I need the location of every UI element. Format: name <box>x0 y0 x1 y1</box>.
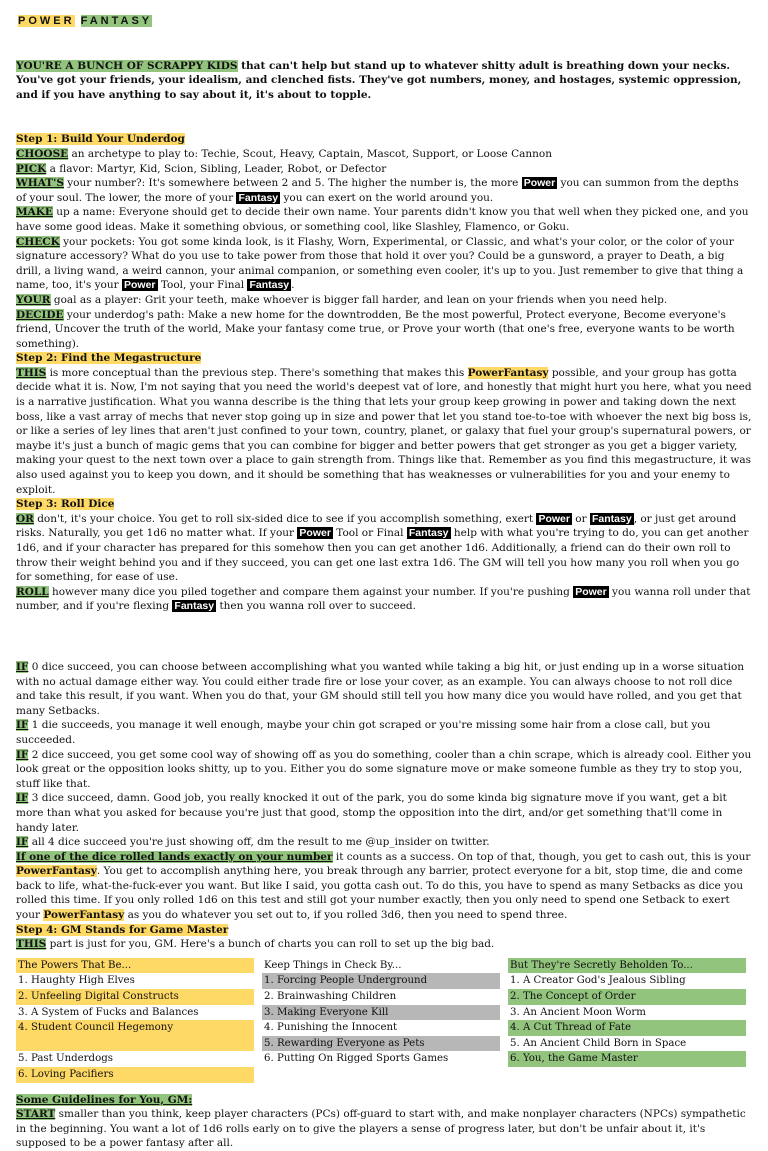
fantasy-tag: Fantasy <box>408 527 449 540</box>
step4-heading: Step 4: GM Stands for Game Master <box>16 923 229 936</box>
table-row: 2. Unfeeling Digital Constructs <box>16 989 254 1005</box>
step1-heading: Step 1: Build Your Underdog <box>16 133 185 146</box>
step1-your: YOUR goal as a player: Grit your teeth, make whoever is bigger fall harder, and lean on your friends when you need help. <box>16 293 668 306</box>
table-row: 4. Student Council Hegemony <box>16 1020 254 1036</box>
step1-pick: PICK a flavor: Martyr, Kid, Scion, Sibling, Leader, Robot, or Defector <box>16 162 387 175</box>
table-row: 6. Putting On Rigged Sports Games <box>264 1053 449 1065</box>
step3-or: OR don't, it's your choice. You get to roll six-sided dice to see if you accomplish something, exert Power or Fantasy , or just get around risks. Naturally, you get 1d6 no matter what. If your Power Tool or Final Fantasy help with what you're trying to do, you can get another 1d6, and if your character has prepared for this somehow then you can get another 1d6. Additionally, a friend can do their own roll to throw their weight behind you and if they succeed, you can get one last extra 1d6. The GM will tell you how many you roll when you go for something, for ease of use. <box>16 512 749 584</box>
step1-section <box>16 132 752 351</box>
title-word-power: POWER <box>18 15 75 27</box>
table-row: 6. You, the Game Master <box>508 1051 746 1067</box>
outcome-zero: IF 0 dice succeed, you can choose between accomplishing what you wanted while taking a big hit, or just ending up in a worse situation with no actual damage either way. You could either trade fire or lose your cover, as an example. You can always choose to not roll dice and take this result, if you want. When you do that, your GM should still tell you how many dice you would have rolled, and you get that many Setbacks. <box>16 660 745 717</box>
power-tag: Power <box>523 177 556 190</box>
table-header: The Powers That Be... <box>16 958 254 974</box>
step2-heading: Step 2: Find the Megastructure <box>16 352 202 365</box>
table-row: 3. An Ancient Moon Worm <box>510 1006 646 1018</box>
intro-paragraph: YOU'RE A BUNCH OF SCRAPPY KIDS that can't help but stand up to whatever shitty adult is breathing down your necks. You've got your friends, your idealism, and clenched fists. They've got numbers, money, and hostages, systemic oppression, and if you have anything to say about it, it's about to topple. <box>16 59 742 101</box>
step3-roll: ROLL however many dice you piled together and compare them against your number. If you're pushing Power you wanna roll under that number, and if you're flexing Fantasy then you wanna roll over to succeed. <box>16 585 751 613</box>
power-tag: Power <box>123 279 156 292</box>
table-row: 4. Punishing the Innocent <box>264 1022 398 1034</box>
table-header: Keep Things in Check By... <box>264 959 402 971</box>
intro-highlight: YOU'RE A BUNCH OF SCRAPPY KIDS <box>16 59 238 72</box>
step1-whats: WHAT'S your number?: It's somewhere between 2 and 5. The higher the number is, the more Power you can summon from the depths of your soul. The lower, the more of your Fantasy you can exert on the world around you. <box>16 177 739 204</box>
table-row: 1. A Creator God's Jealous Sibling <box>510 975 686 987</box>
fantasy-tag: Fantasy <box>174 600 215 613</box>
table-row: 5. Rewarding Everyone as Pets <box>262 1036 500 1052</box>
power-tag: Power <box>299 527 331 540</box>
table-row: 3. Making Everyone Kill <box>262 1005 500 1021</box>
outcome-exact: If one of the dice rolled lands exactly on your number it counts as a success. On top of that, though, you get to cash out, this is your PowerFantasy. You get to accomplish anything here, you break through any barrier, protect everyone for a bit, stop time, die and come back to life, what-the-fuck-ever you want. But like I said, you gotta cash out. To do this, you have to spend as many Setbacks as dice you rolled this time. If you only rolled 1d6 on this test and still got your number exactly, then you only need to spend one Setback to exert your PowerFantasy as you do whatever you set out to, if you rolled 3d6, then you need to spend three. <box>16 850 751 922</box>
step1-choose: CHOOSE an archetype to play to: Techie, Scout, Heavy, Captain, Mascot, Support, or Loose Cannon <box>16 147 553 160</box>
fantasy-tag: Fantasy <box>592 512 632 525</box>
table-row: 2. The Concept of Order <box>508 989 746 1005</box>
title-word-fantasy: FANTASY <box>80 15 153 27</box>
table-row-blank <box>16 1036 254 1052</box>
power-tag: Power <box>538 512 570 525</box>
table-row: 3. A System of Fucks and Balances <box>18 1006 199 1018</box>
table-row: 6. Loving Pacifiers <box>16 1067 254 1083</box>
guidelines-start: START smaller than you think, keep player characters (PCs) off-guard to start with, and make nonplayer characters (NPCs) sympathetic in the beginning. You want a lot of 1d6 rolls early on to give the players a sense of progress later, but don't be unfair about it, it's supposed to be a power fantasy after all. <box>16 1108 746 1150</box>
table-row: 4. A Cut Thread of Fate <box>508 1020 746 1036</box>
table-powers-that-be <box>16 958 254 1083</box>
step1-make: MAKE up a name: Everyone should get to decide their own name. Your parents didn't know you that well when they picked one, and you have some good ideas. Make it something obvious, or something cool, like Slashley, Flamenco, or Goku. <box>16 206 749 233</box>
step3-section <box>16 497 752 614</box>
table-keep-in-check <box>262 958 500 1083</box>
step4-section <box>16 923 752 952</box>
table-row: 1. Haughty High Elves <box>18 975 135 987</box>
outcomes-section <box>16 660 752 923</box>
table-row: 2. Brainwashing Children <box>264 991 397 1003</box>
step4-body: THIS part is just for you, GM. Here's a bunch of charts you can roll to set up the big bad. <box>16 938 495 951</box>
table-row: 5. An Ancient Child Born in Space <box>510 1037 687 1049</box>
outcome-two: IF 2 dice succeed, you get some cool way of showing off as you do something, cooler than a chin scrape, which is already cool. Either you look great or the opposition looks shitty, up to you. Either you do some signature move or make someone fumble as they try to stop you, stuff like that. <box>16 748 752 790</box>
table-header: But They're Secretly Beholden To... <box>508 958 746 974</box>
gm-tables <box>16 958 752 1083</box>
guidelines-heading: Some Guidelines for You, GM: <box>16 1093 193 1106</box>
table-secretly-beholden <box>508 958 746 1083</box>
powerfantasy-tag: PowerFantasy <box>16 865 97 878</box>
step1-decide: DECIDE your underdog's path: Make a new home for the downtrodden, Be the most powerful, Protect everyone, Become everyone's friend, Uncover the truth of the world, Make your fantasy come true, or Prove your worth (that one's free, everyone wants to be worth something). <box>16 308 735 350</box>
power-tag: Power <box>575 585 607 598</box>
page-title <box>16 14 154 29</box>
step2-body: THIS is more conceptual than the previous step. There's something that makes this PowerFantasy possible, and your group has gotta decide what it is. Now, I'm not saying that you need the world's deepest vat of lore, and honestly that might hurt you here, what you need is a narrative justification. What you wanna describe is the thing that lets your group keep growing in power and taking down the next boss, like a vast array of mechs that never stop going up in size and power that let you stand toe-to-toe with whoever the next big boss is, or like a series of ley lines that aren't just confined to your town, country, planet, or galaxy that fuel your group's supernatural powers, or maybe it's just a bunch of magic gems that you can combine for bigger and better powers that get stronger as you get a bigger variety, making your quest to the next town over a place to gain strength from. Things like that. Remember as you find this megastructure, it was also used against you to keep you down, and it should be something that has weaknesses or vulnerabilities for you and your enemy to exploit. <box>16 366 752 496</box>
outcome-four: IF all 4 dice succeed you're just showing off, dm the result to me @up_insider on twitter. <box>16 836 490 849</box>
step3-heading: Step 3: Roll Dice <box>16 498 115 511</box>
document-page <box>16 14 752 1151</box>
outcome-three: IF 3 dice succeed, damn. Good job, you really knocked it out of the park, you do some kinda big signature move if you want, get a bit more than what you asked for because you're just that good, stomp the opposition into the dirt, and/or get something that'll come in handy later. <box>16 792 727 834</box>
step1-check: CHECK your pockets: You got some kinda look, is it Flashy, Worn, Experimental, or Classic, and what's your color, or the color of your signature accessory? What do you use to take power from those that hold it over you? Could be a gunsword, a prayer to Death, a big drill, a living wand, a weird cannon, your animal companion, or something even cooler, it's up to you. Just remember to give that thing a name, too, it's your Power Tool, your Final Fantasy . <box>16 235 744 292</box>
outcome-one: IF 1 die succeeds, you manage it well enough, maybe your chin got scraped or you're missing some hair from a close call, but you succeeded. <box>16 719 711 746</box>
powerfantasy-tag: PowerFantasy <box>467 366 549 379</box>
fantasy-tag: Fantasy <box>249 279 290 292</box>
powerfantasy-tag: PowerFantasy <box>43 909 125 922</box>
table-row: 5. Past Underdogs <box>18 1053 113 1065</box>
fantasy-tag: Fantasy <box>238 191 279 204</box>
guidelines-section <box>16 1093 752 1151</box>
table-row: 1. Forcing People Underground <box>262 973 500 989</box>
step2-section <box>16 351 752 497</box>
